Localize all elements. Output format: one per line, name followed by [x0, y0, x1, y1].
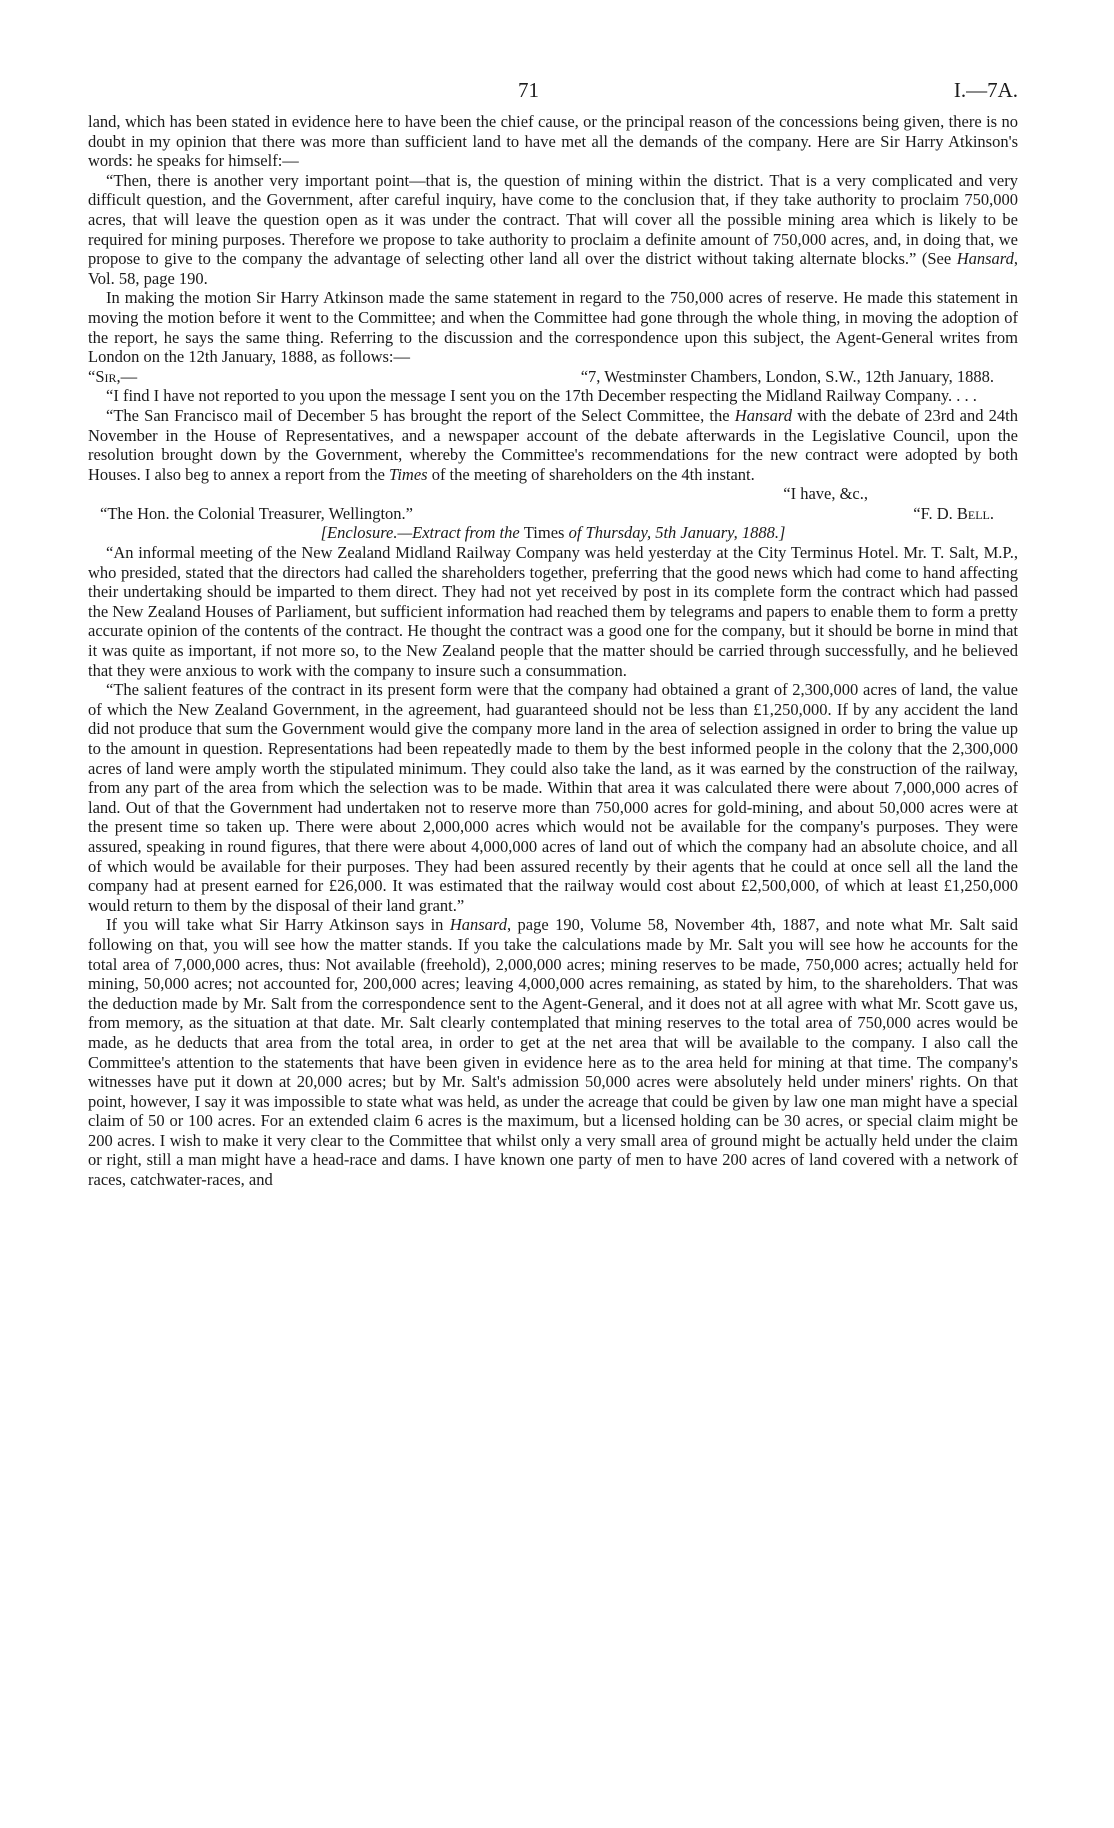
paragraph-motion: In making the motion Sir Harry Atkinson made the same statement in regard to the 750,000 acres of reserve. He made this statement in moving the motion before it went to the Committee; and when the Committee had gone through the whole thing, in moving the adoption of the report, he says the same thing. Referring to the discussion and the correspondence upon this subject, the Agent-General writes from London on the 12th January, 1888, as follows:— — [88, 288, 1018, 367]
enclosure-text-a: [Enclosure.—Extract from the — [320, 523, 524, 543]
letter-heading — [88, 367, 1018, 387]
citation-volume: , Vol. 58, page 190. — [88, 249, 1018, 288]
letter-sign-off: “I have, &c., — [783, 484, 868, 504]
document-page — [88, 78, 1018, 1190]
paragraph-informal-meeting: “An informal meeting of the New Zealand Midland Railway Company was held yesterday at the City Terminus Hotel. Mr. T. Salt, M.P., who presided, stated that the directors had called the shareholders together, preferring that the good news which had come to hand affecting their undertaking should be imparted to them direct. They had not yet received by post in its complete form the contract which had passed the New Zealand Houses of Parliament, but sufficient information had reached them by telegrams and papers to enable them to form a pretty accurate opinion of the contents of the contract. He thought the contract was a good one for the company, but it should be borne in mind that it was quite as important, if not more so, to the New Zealand people that the matter should be carried through successfully, and he believed that they were anxious to work with the company to insure such a consummation. — [88, 543, 1018, 680]
paragraph-san-francisco-mail — [88, 406, 1018, 484]
enclosure-times: Times — [523, 523, 565, 543]
hansard-citation: Hansard — [956, 249, 1014, 269]
mail-text-b: with the debate of 23rd and 24th November in the House of Representatives, and a newspaper account of the debate afterwards in the Legislative Council, upon the resolution brought down by the Government, whereby the Committee's recommendations for the new contract were adopted by both Houses. I also beg to annex a report from the — [88, 405, 1019, 484]
mail-text-a: “The San Francisco mail of December 5 has brought the report of the Select Committee, the — [106, 405, 735, 425]
page-header — [88, 78, 1018, 112]
mail-text-c: of the meeting of shareholders on the 4th instant. — [427, 464, 755, 484]
page-number: 71 — [518, 78, 539, 102]
letter-address: “7, Westminster Chambers, London, S.W., 12th January, 1888. — [580, 366, 994, 386]
quote-atkinson — [88, 171, 1018, 289]
letter-sign-off-row — [88, 484, 1018, 504]
body-text — [88, 112, 1018, 1190]
paragraph-salt-calculations — [88, 915, 1018, 1189]
calc-text-a: If you will take what Sir Harry Atkinson says in — [106, 915, 450, 935]
paragraph-letter-opening: “I find I have not reported to you upon the message I sent you on the 17th December respecting the Midland Railway Company. . . . — [106, 386, 977, 406]
paragraph-land-sufficiency: land, which has been stated in evidence here to have been the chief cause, or the principal reason of the concessions being given, there is no doubt in my opinion that there was more than sufficient land to have met all the demands of the company. Here are Sir Harry Atkinson's words: he speaks for himself:— — [88, 112, 1018, 171]
paragraph-salient-features: “The salient features of the contract in its present form were that the company had obtained a grant of 2,300,000 acres of land, the value of which the New Zealand Government, in the agreement, had guaranteed should not be less than £1,250,000. If by any accident the land did not produce that sum the Government would give the company more land in the area of selection assigned in order to bring the value up to the amount in question. Representations had been repeatedly made to them by the best informed people in the colony that the 2,300,000 acres of land were amply worth the stipulated minimum. They could also take the land, as it was earned by the construction of the railway, from any part of the area from which the selection was to be made. Within that area it was calculated there were about 7,000,000 acres of land. Out of that the Government had undertaken not to reserve more than 750,000 acres for gold-mining, and about 50,000 acres were at the present time so taken up. There were about 2,000,000 acres which would not be available for the company's purposes. They were assured, speaking in round figures, that there were about 4,000,000 acres of land out of which the company had an absolute choice, and all of which would be available for their purposes. They had been assured recently by their agents that he could at once sell all the land the company had at present earned for £26,000. It was estimated that the railway would cost about £2,500,000, of which at least £1,250,000 would return to them by the disposal of their land grant.” — [88, 680, 1018, 915]
enclosure-heading — [88, 523, 1018, 543]
enclosure-text-b: of Thursday, 5th January, 1888.] — [564, 523, 786, 543]
document-reference: I.—7A. — [953, 78, 1018, 102]
letter-salutation: “Sir,— — [88, 366, 138, 386]
hansard-title: Hansard — [734, 405, 792, 425]
hansard-reference: Hansard — [449, 915, 507, 935]
quote-atkinson-text: “Then, there is another very important point—that is, the question of mining within the district. That is a very complicated and very difficult question, and the Government, after careful inquiry, have come to the conclusion that, if they take authority to proclaim 750,000 acres, that will leave the question open as it was under the contract. That will cover all the possible mining area which is likely to be required for mining purposes. Therefore we propose to take authority to proclaim a definite amount of 750,000 acres, and, in doing that, we propose to give to the company the advantage of selecting other land all over the district without taking alternate blocks.” (See — [88, 170, 1018, 269]
calc-text-b: , page 190, Volume 58, November 4th, 1887, and note what Mr. Salt said following on that, you will see how the matter stands. If you take the calculations made by Mr. Salt you will see how he accounts for the total area of 7,000,000 acres, thus: Not available (freehold), 2,000,000 acres; mining reserves to be made, 750,000 acres; actually held for mining, 50,000 acres; not accounted for, 200,000 acres; leaving 4,000,000 acres remaining, as stated by him, to the shareholders. That was the deduction made by Mr. Salt from the correspondence sent to the Agent-General, and it does not at all agree with what Mr. Scott gave us, from memory, as the situation at that date. Mr. Salt clearly contemplated that mining reserves to the total area of 750,000 acres would be made, as he deducts that area from the total area, in order to get at the net area that will be available to the company. I also call the Committee's attention to the statements that have been given in evidence here as to the area held for mining at that time. The company's witnesses have put it down at 20,000 acres; but by Mr. Salt's admission 50,000 acres were absolutely held under miners' rights. On that point, however, I say it was impossible to state what was held, as under the acreage that could be given by law one man might have a special claim of 50 or 100 acres. For an extended claim 6 acres is the maximum, but a licensed holding can be 30 acres, or special claim might be 200 acres. I wish to make it very clear to the Committee that whilst only a very small area of ground might be actually held under the claim or right, still a man might have a head-race and dams. I have known one party of men to have 200 acres of land covered with a network of races, catchwater-races, and — [88, 915, 1018, 1190]
letter-signature: “F. D. Bell. — [913, 503, 994, 523]
letter-addressee: “The Hon. the Colonial Treasurer, Wellington.” — [100, 503, 413, 523]
letter-closing-row — [88, 504, 1018, 524]
times-title: Times — [389, 464, 428, 484]
